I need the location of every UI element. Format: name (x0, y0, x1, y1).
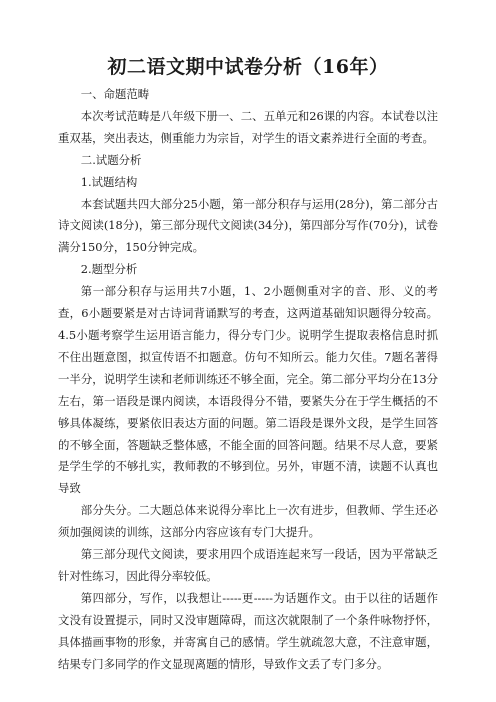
paragraph-part-four: 第四部分，写作，以我想让-----更-----为话题作文。由于以往的话题作文没有设置提示，同时又没审题障碍，而这次就限制了一个条件咏物抒怀，具体描画事物的形象，并寄寓自己的感情。学生就疏忽大意，不注意审题，结果专门多同学的作文显现离题的情形，导致作文丢了专门多分。 (58, 590, 438, 671)
paragraph-part-one-two: 第一部分积存与运用共7小题，1、2小题侧重对字的音、形、义的考查，6小题要紧是对古诗词背诵默写的考查，这两道基础知识题得分较高。4.5小题考察学生运用语言能力，得分专门少。说明学生提取表格信息时抓不住出题意图，拟宣传语不扣题意。仿句不知所云。能力欠佳。7题名著得一半分，说明学生读和老师训练还不够全面，完全。第二部分平均分在13分左右，第一语段是课内阅读，本语段得分不错，要紧失分在于学生概括的不够具体凝练，要紧依旧表达方面的问题。第二语段是课外文段，是学生回答的不够全面，答题缺乏整体感，不能全面的回答问题。结果不尽人意，要紧是学生学的不够扎实，教师教的不够到位。另外，审题不清，读题不认真也导致 (58, 284, 438, 496)
paragraph-part-two-summary: 部分失分。二大题总体来说得分率比上一次有进步，但教师、学生还必须加强阅读的训练，这部分内容应该有专门大提升。 (58, 503, 438, 540)
paragraph-part-three: 第三部分现代文阅读，要求用四个成语连起来写一段话，因为平常缺乏针对性练习，因此得分率较低。 (58, 547, 438, 583)
subheading-question-types: 2.题型分析 (80, 262, 138, 277)
document-title: 初二语文期中试卷分析（16年） (107, 56, 389, 78)
paragraph-scope: 本次考试范畴是八年级下册一、二、五单元和26课的内容。本试卷以注重双基，突出表达，侧重能力为宗旨，对学生的语文素养进行全面的考查。 (58, 108, 438, 145)
paragraph-structure: 本套试题共四大部分25小题，第一部分积存与运用(28分)，第二部分古诗文阅读(18分)，第三部分现代文阅读(34分)，第四部分写作(70分)，试卷满分150分，150分钟完成。 (58, 196, 438, 255)
section-heading-analysis: 二.试题分析 (80, 152, 142, 167)
section-heading-scope: 一、命题范畴 (80, 87, 150, 101)
subheading-structure: 1.试题结构 (80, 174, 138, 189)
